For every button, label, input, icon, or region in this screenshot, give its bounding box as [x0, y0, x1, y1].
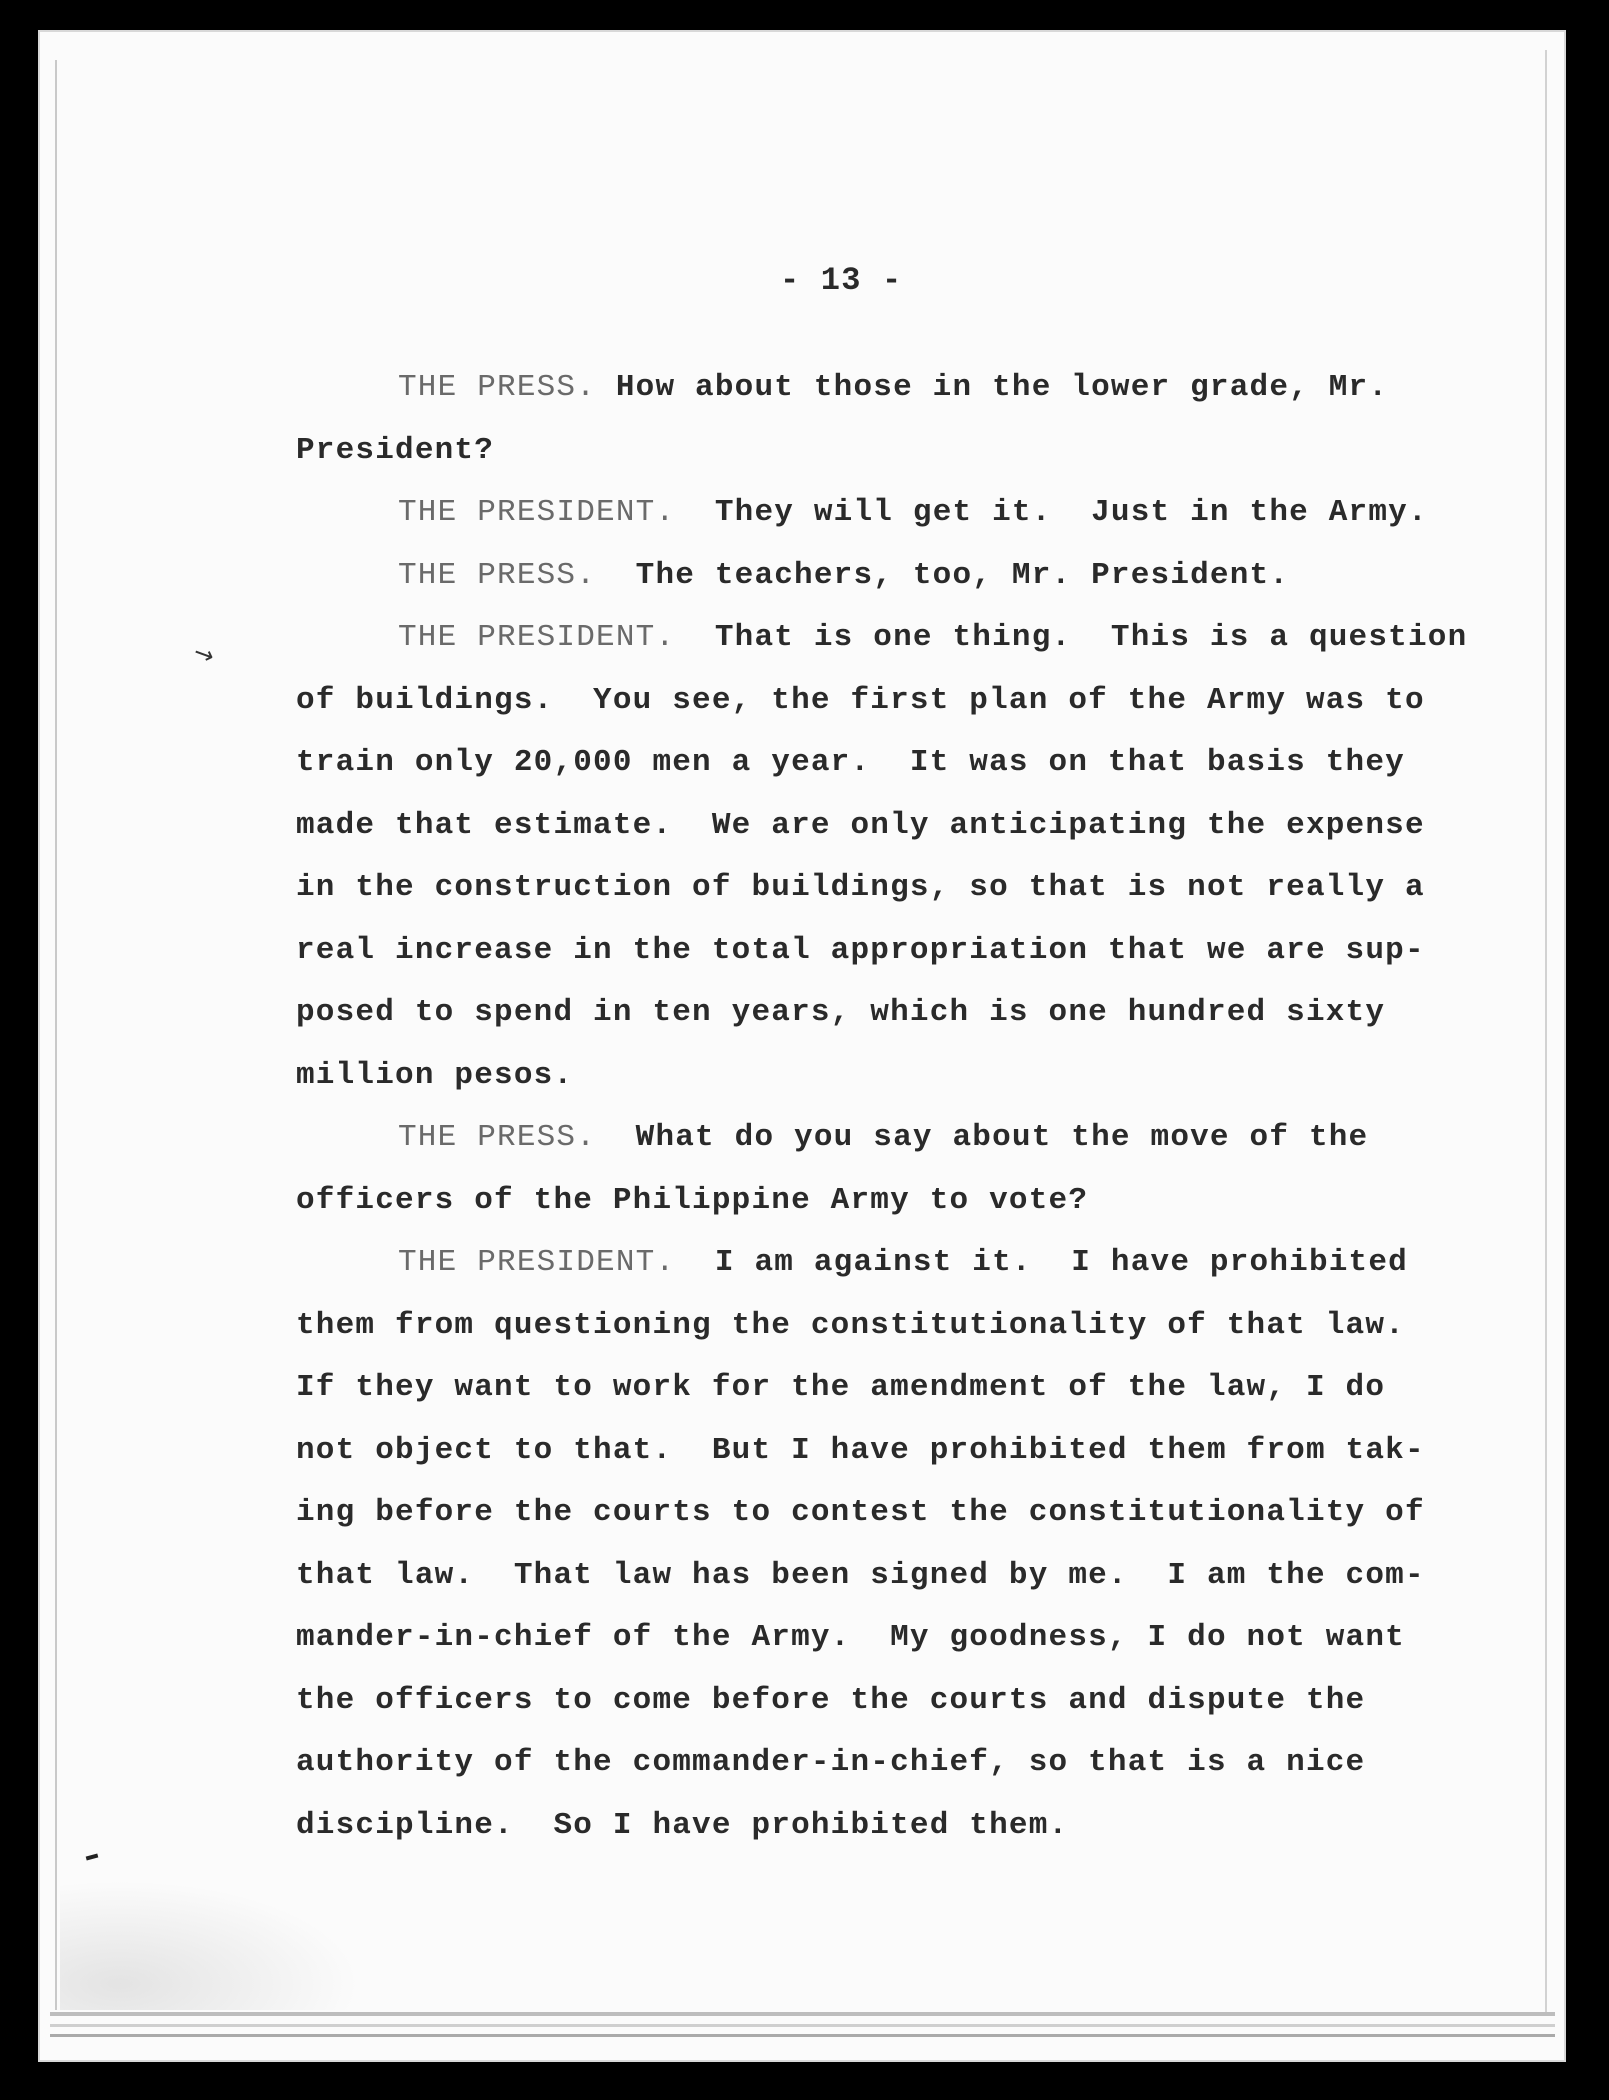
line-text: officers of the Philippine Army to vote? [296, 1182, 1089, 1218]
transcript-line [296, 1482, 1456, 1545]
transcript-line [296, 1045, 1456, 1108]
line-text: train only 20,000 men a year. It was on that basis they [296, 745, 1405, 780]
transcript-line [296, 982, 1456, 1045]
line-text: They will get it. Just in the Army. [675, 495, 1428, 530]
speaker-label: THE PRESS. [398, 370, 597, 405]
line-text: That is one thing. This is a question [675, 620, 1468, 655]
speaker-label: THE PRESS. [398, 557, 597, 593]
transcript-line [296, 857, 1456, 920]
paper-bottom-edge [50, 2012, 1555, 2016]
transcript-line [296, 1670, 1456, 1733]
transcript-line [296, 795, 1456, 858]
transcript-line [296, 1295, 1456, 1358]
line-text: of buildings. You see, the first plan of the Army was to [296, 682, 1425, 718]
transcript-line [296, 920, 1456, 983]
transcript-line [296, 1232, 1456, 1295]
line-text: The teachers, too, Mr. President. [596, 557, 1290, 593]
transcript-line [296, 1170, 1456, 1233]
transcript-line [296, 670, 1456, 733]
line-text: ing before the courts to contest the constitutionality of [296, 1495, 1425, 1530]
transcript-line [296, 1795, 1456, 1858]
transcript-line [296, 545, 1456, 608]
transcript-line [296, 1420, 1456, 1483]
transcript-line [296, 1732, 1456, 1795]
speaker-label: THE PRESIDENT. [398, 1245, 676, 1280]
transcript-body [296, 357, 1468, 1857]
line-text: the officers to come before the courts and dispute the [296, 1682, 1366, 1718]
speaker-label: THE PRESIDENT. [398, 620, 676, 655]
paper-right-edge [1545, 50, 1547, 2015]
line-text: authority of the commander-in-chief, so that is a nice [296, 1745, 1366, 1780]
page-number: - 13 - [780, 262, 903, 299]
transcript-line [296, 482, 1456, 545]
line-text: not object to that. But I have prohibited them from tak- [296, 1432, 1425, 1468]
scan-smudge [60, 1880, 360, 2010]
line-text: I am against it. I have prohibited [675, 1245, 1408, 1280]
transcript-line [296, 420, 1456, 483]
transcript-line [296, 1107, 1456, 1170]
speaker-label: THE PRESIDENT. [398, 495, 676, 530]
paper-left-edge [55, 60, 57, 2010]
line-text: in the construction of buildings, so that is not really a [296, 870, 1425, 905]
line-text: mander-in-chief of the Army. My goodness, I do not want [296, 1620, 1405, 1655]
line-text: made that estimate. We are only anticipating the expense [296, 807, 1425, 843]
transcript-line [296, 1545, 1456, 1608]
transcript-line [296, 357, 1456, 420]
line-text: discipline. So I have prohibited them. [296, 1807, 1069, 1843]
line-text: What do you say about the move of the [596, 1120, 1369, 1155]
paper-bottom-edge-3 [50, 2034, 1555, 2037]
line-text: that law. That law has been signed by me. I am the com- [296, 1557, 1425, 1593]
line-text: If they want to work for the amendment of the law, I do [296, 1370, 1386, 1405]
speaker-label: THE PRESS. [398, 1120, 597, 1155]
margin-mark-icon: → [189, 637, 219, 671]
line-text: posed to spend in ten years, which is one hundred sixty [296, 995, 1386, 1030]
line-text: million pesos. [296, 1057, 574, 1093]
line-text: President? [296, 432, 495, 468]
paper-bottom-edge-2 [50, 2024, 1555, 2027]
transcript-line [296, 607, 1468, 670]
transcript-line [296, 732, 1456, 795]
transcript-line [296, 1607, 1456, 1670]
line-text: How about those in the lower grade, Mr. [596, 370, 1389, 405]
line-text: them from questioning the constitutionality of that law. [296, 1307, 1405, 1343]
transcript-line [296, 1357, 1456, 1420]
line-text: real increase in the total appropriation that we are sup- [296, 932, 1425, 968]
